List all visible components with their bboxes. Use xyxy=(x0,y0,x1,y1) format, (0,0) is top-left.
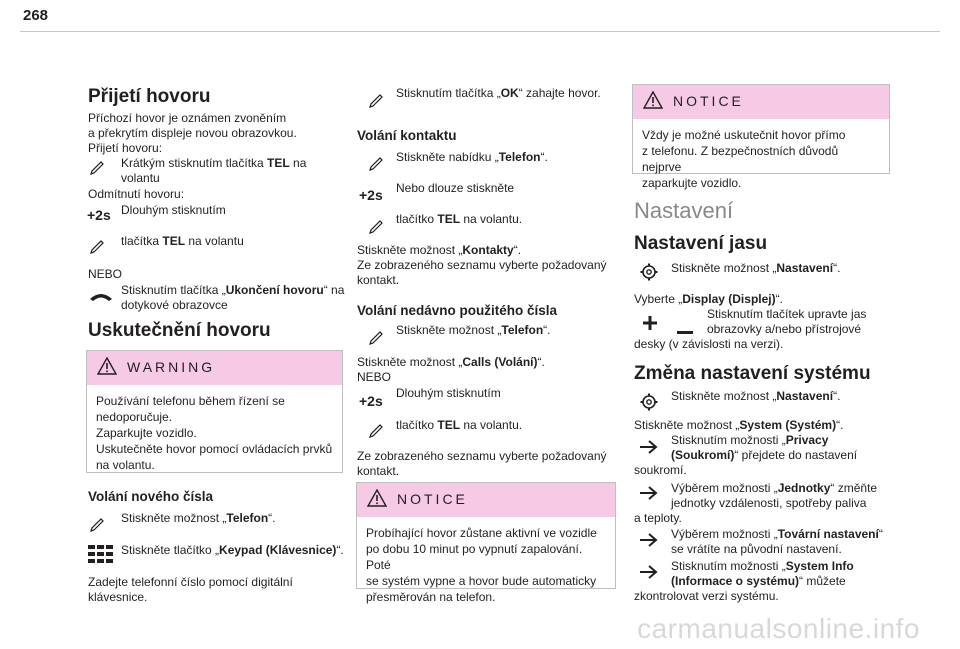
pen-icon xyxy=(369,157,383,176)
text-line: Přijetí hovoru: xyxy=(88,141,163,155)
bullet-text: Stiskněte možnost „Telefon“. xyxy=(396,323,551,337)
warning-triangle-icon xyxy=(367,489,387,512)
heading-prijeti-hovoru: Přijetí hovoru xyxy=(88,86,211,107)
long-press-icon xyxy=(87,206,115,229)
bullet-text: (Informace o systému)“ můžete xyxy=(671,574,846,588)
arrow-right-icon xyxy=(640,565,658,584)
text-line: Stiskněte možnost „System (Systém)“. xyxy=(634,418,844,432)
bullet-text: tlačítko TEL na volantu. xyxy=(396,212,523,226)
bullet-text: Dlouhým stisknutím xyxy=(396,386,501,400)
pen-icon xyxy=(369,424,383,443)
text-line: desky (v závislosti na verzi). xyxy=(634,337,784,351)
text-line: Ze zobrazeného seznamu vyberte požadovaný xyxy=(357,258,607,272)
bullet-text: Krátkým stisknutím tlačítka TEL na xyxy=(121,156,307,170)
pen-icon xyxy=(369,331,383,350)
text-line: Vyberte „Display (Displej)“. xyxy=(634,292,783,306)
long-press-icon xyxy=(359,186,387,209)
arrow-right-icon xyxy=(640,440,658,459)
notice-header xyxy=(633,85,889,119)
text-line: soukromí. xyxy=(634,463,687,477)
svg-text:+2s: +2s xyxy=(359,393,383,409)
notice-line: Probíhající hovor zůstane aktivní ve vozidle xyxy=(366,526,597,540)
bullet-text: Stiskněte možnost „Telefon“. xyxy=(121,511,276,525)
bullet-text: tlačítko TEL na volantu. xyxy=(396,418,523,432)
bullet-text: Stisknutím možnosti „System Info xyxy=(671,559,854,573)
warning-header xyxy=(87,351,342,385)
text-line: Stiskněte možnost „Calls (Volání)“. xyxy=(357,355,545,369)
pen-icon xyxy=(90,240,104,259)
pen-icon xyxy=(369,220,383,239)
heading-volani-noveho-cisla: Volání nového čísla xyxy=(88,489,214,504)
warning-line: Používání telefonu během řízení se xyxy=(96,394,285,408)
text-line: a překrytím displeje novou obrazovkou. xyxy=(88,126,297,140)
long-press-icon xyxy=(359,392,387,415)
notice-header xyxy=(357,483,615,517)
warning-body xyxy=(87,385,342,481)
heading-volani-kontaktu: Volání kontaktu xyxy=(357,128,457,143)
warning-triangle-icon xyxy=(97,357,117,380)
notice-line: Vždy je možné uskutečnit hovor přímo xyxy=(642,128,846,142)
text-line: kontakt. xyxy=(357,464,400,478)
text-line: Příchozí hovor je oznámen zvoněním xyxy=(88,111,287,125)
bullet-text: Stiskněte možnost „Nastavení“. xyxy=(671,261,841,275)
text-line: Odmítnutí hovoru: xyxy=(88,187,185,201)
bullet-text: dotykové obrazovce xyxy=(121,298,228,312)
notice-body xyxy=(633,119,889,199)
bullet-text: tlačítka TEL na volantu xyxy=(121,234,244,248)
pen-icon xyxy=(90,161,104,180)
text-line: Zadejte telefonní číslo pomocí digitální xyxy=(88,575,293,589)
text-line: kontakt. xyxy=(357,273,400,287)
notice-line: přesměrován na telefon. xyxy=(366,590,496,604)
svg-text:+2s: +2s xyxy=(359,187,383,203)
bullet-text: Dlouhým stisknutím xyxy=(121,203,226,217)
text-line: NEBO xyxy=(357,370,392,384)
text-line: Ze zobrazeného seznamu vyberte požadovaný xyxy=(357,449,607,463)
bullet-text: Výběrem možnosti „Tovární nastavení“ xyxy=(671,527,883,541)
heading-zmena-nastaveni: Změna nastavení systému xyxy=(634,363,871,384)
text-line: klávesnice. xyxy=(88,590,148,604)
text-line: NEBO xyxy=(88,267,123,281)
heading-volani-nedavno: Volání nedávno použitého čísla xyxy=(357,303,558,318)
hang-up-icon xyxy=(89,290,113,308)
bullet-text: Stiskněte nabídku „Telefon“. xyxy=(396,150,548,164)
bullet-text: (Soukromí)“ přejdete do nastavení xyxy=(671,448,858,462)
bullet-text: jednotky vzdálenosti, spotřeby paliva xyxy=(671,496,867,510)
keypad-icon xyxy=(88,545,114,568)
warning-line: Uskutečněte hovor pomocí ovládacích prvků xyxy=(96,442,333,456)
notice-line: z telefonu. Z bezpečnostních důvodů nejprve xyxy=(642,144,839,174)
bullet-text: Stisknutím možnosti „Privacy xyxy=(671,433,829,447)
heading-uskutecneni-hovoru: Uskutečnění hovoru xyxy=(88,320,271,341)
bullet-text: Výběrem možnosti „Jednotky“ změňte xyxy=(671,481,878,495)
text-line: a teploty. xyxy=(634,511,682,525)
bullet-text: volantu xyxy=(121,171,160,185)
warning-line: nedoporučuje. xyxy=(96,410,173,424)
warning-line: na volantu. xyxy=(96,458,155,472)
notice-box xyxy=(632,84,890,190)
bullet-text: obrazovky a/nebo přístrojové xyxy=(707,322,862,336)
notice-label: NOTICE xyxy=(673,93,744,109)
notice-label: NOTICE xyxy=(397,491,468,507)
watermark: carmanualsonline.info xyxy=(637,613,920,644)
warning-label: WARNING xyxy=(127,359,216,375)
warning-box xyxy=(86,350,343,473)
header-divider xyxy=(20,31,940,32)
notice-line: se systém vypne a hovor bude automaticky xyxy=(366,574,597,588)
pen-icon xyxy=(369,94,383,113)
bullet-text: Stiskněte možnost „Nastavení“. xyxy=(671,389,841,403)
notice-body xyxy=(357,517,615,613)
bullet-text: Stisknutím tlačítka „Ukončení hovoru“ na xyxy=(121,283,345,297)
text-line: Stiskněte možnost „Kontakty“. xyxy=(357,243,522,257)
bullet-text: Stiskněte tlačítko „Keypad (Klávesnice)“. xyxy=(121,543,344,557)
pen-icon xyxy=(90,518,104,537)
notice-line: po dobu 10 minut po vypnutí zapalování. Poté xyxy=(366,542,583,572)
heading-nastaveni: Nastavení xyxy=(634,198,734,223)
bullet-text: Nebo dlouze stiskněte xyxy=(396,181,515,195)
arrow-right-icon xyxy=(640,533,658,552)
text-line: zkontrolovat verzi systému. xyxy=(634,589,779,603)
bullet-text: Stisknutím tlačítka „OK“ zahajte hovor. xyxy=(396,86,601,100)
heading-nastaveni-jasu: Nastavení jasu xyxy=(634,233,768,254)
gear-icon xyxy=(640,263,658,286)
svg-text:+2s: +2s xyxy=(87,207,111,223)
bullet-text: se vrátíte na původní nastavení. xyxy=(671,542,842,556)
notice-line: zaparkujte vozidlo. xyxy=(642,176,742,190)
warning-line: Zaparkujte vozidlo. xyxy=(96,426,197,440)
gear-icon xyxy=(640,393,658,416)
notice-box xyxy=(356,482,616,604)
bullet-text: Stisknutím tlačítek upravte jas xyxy=(707,307,867,321)
page-number: 268 xyxy=(23,7,49,24)
arrow-right-icon xyxy=(640,486,658,505)
warning-triangle-icon xyxy=(643,91,663,114)
plus-icon xyxy=(643,316,657,335)
